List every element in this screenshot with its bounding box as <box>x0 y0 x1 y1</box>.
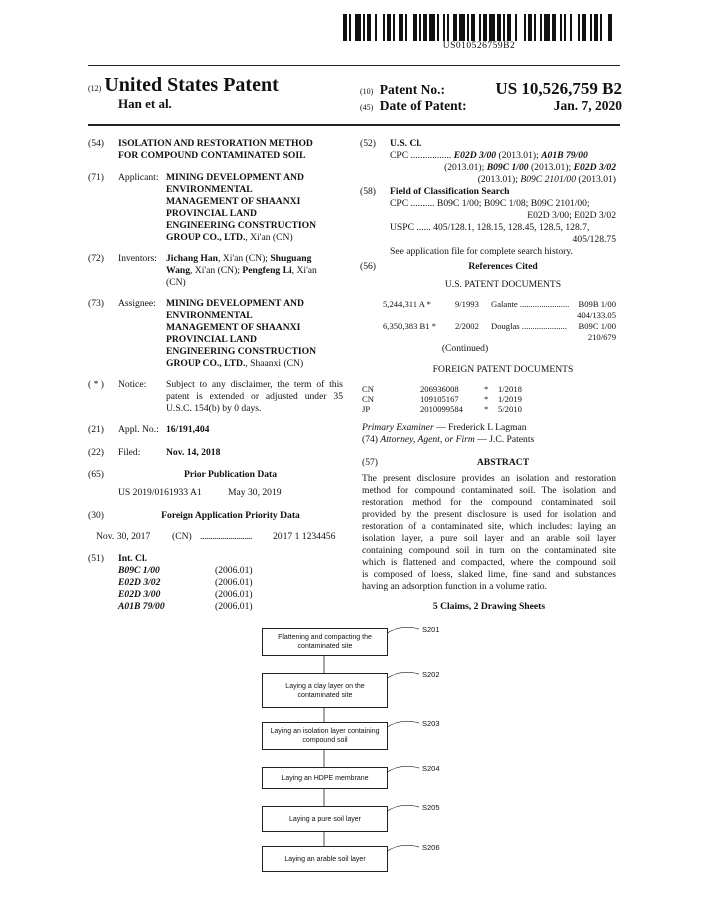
step-leader-line <box>386 627 419 634</box>
continued-note: (Continued) <box>441 343 489 354</box>
flowchart-step-box <box>262 673 388 708</box>
inventor-name: Shuguang <box>270 253 312 264</box>
inventor-name: Pengfeng Li <box>242 265 292 276</box>
int-cl-label: Int. Cl. <box>118 553 148 564</box>
inid-code: (54) <box>88 138 104 149</box>
int-cl-version: (2006.01) <box>215 601 253 612</box>
step-leader-line <box>386 721 419 728</box>
cpc-version: (2013.01); <box>528 162 574 173</box>
doc-type-text: United States Patent <box>104 74 279 96</box>
cpc-version: (2013.01); <box>496 150 542 161</box>
inid-code: (74) <box>362 434 378 445</box>
step-text: Laying a clay layer on the <box>285 682 365 690</box>
step-label: S203 <box>422 719 440 728</box>
foreign-reference-cc: JP <box>362 404 371 414</box>
foreign-reference-date: 1/2018 <box>498 384 522 394</box>
inid-code: (73) <box>88 298 104 309</box>
step-text: Laying an arable soil layer <box>284 855 366 863</box>
abstract-line: provided by the present disclosure is used for isolation and <box>362 509 616 520</box>
us-reference-name: Douglas ..................... <box>491 321 567 331</box>
inid-code: (51) <box>88 553 104 564</box>
foreign-reference-star: * <box>484 394 489 404</box>
cpc-version: (2013.01); <box>444 162 487 173</box>
foreign-reference-date: 1/2019 <box>498 394 522 404</box>
flowchart-step-box <box>262 846 388 872</box>
inid-code: (21) <box>88 424 104 435</box>
foreign-reference-no: 109105167 <box>420 394 459 404</box>
assignee-line: PROVINCIAL LAND <box>166 334 257 345</box>
int-cl-version: (2006.01) <box>215 589 253 600</box>
assignee-line: MINING DEVELOPMENT AND <box>166 298 304 309</box>
inventors-label: Inventors: <box>118 253 157 264</box>
inid-code: ( * ) <box>88 379 104 390</box>
foreign-reference-no: 206936008 <box>420 384 459 394</box>
assignee-line: ENGINEERING CONSTRUCTION <box>166 346 317 357</box>
abstract-line: having an adsorption function in a volume ratio. <box>362 581 547 592</box>
inid-code: (71) <box>88 172 104 183</box>
inventor-location: , Xi'an (CN); <box>190 265 243 276</box>
primary-examiner-label: Primary Examiner <box>362 422 434 433</box>
cpc-class: E02D 3/00 <box>453 150 497 161</box>
leader-dots: .......................... <box>200 531 252 542</box>
cpc-version: (2013.01); <box>477 174 521 185</box>
inventor-name: Jichang Han <box>166 253 218 264</box>
inventor-name: Wang <box>166 265 190 276</box>
inid-code: (30) <box>88 510 104 521</box>
field-search-label: Field of Classification Search <box>390 186 510 197</box>
applicant-location: , Xi'an (CN) <box>245 232 293 243</box>
us-cl-label: U.S. Cl. <box>390 138 422 149</box>
step-label: S205 <box>422 803 440 812</box>
step-text: Laying an isolation layer containing <box>270 728 380 735</box>
foreign-reference-cc: CN <box>362 384 374 394</box>
title-line: ISOLATION AND RESTORATION METHOD <box>118 138 313 149</box>
abstract-line: containing compound soil in turn on the contaminated site <box>362 545 616 556</box>
cpc-version: (2013.01) <box>576 174 616 185</box>
step-text: contaminated site <box>297 691 353 699</box>
step-text: Laying a pure soil layer <box>289 815 361 823</box>
field-uspc-line: 405/128.75 <box>572 234 616 245</box>
field-cpc-line: E02D 3/00; E02D 3/02 <box>527 210 616 221</box>
assignee-line: MANAGEMENT OF SHAANXI <box>166 322 301 333</box>
inid-code: (45) <box>360 103 374 112</box>
foreign-priority-number: 2017 1 1234456 <box>273 531 336 542</box>
step-leader-line <box>386 805 419 812</box>
us-reference-cls2: 210/679 <box>587 331 616 342</box>
references-heading: References Cited <box>468 261 538 272</box>
foreign-reference-no: 2010099584 <box>420 404 463 414</box>
filed-date: Nov. 14, 2018 <box>166 447 221 458</box>
inid-code: (10) <box>360 87 374 96</box>
step-label: S204 <box>422 764 440 773</box>
appl-no-label: Appl. No.: <box>118 424 159 435</box>
assignee-location: , Shaanxi (CN) <box>245 358 304 369</box>
us-docs-heading: U.S. PATENT DOCUMENTS <box>444 279 562 290</box>
prior-pub-number: US 2019/0161933 A1 <box>118 487 202 498</box>
attorney-label: Attorney, Agent, or Firm <box>380 434 475 445</box>
foreign-reference-date: 5/2010 <box>498 404 522 414</box>
abstract-line: The present disclosure provides an isolation and restoration <box>362 473 616 484</box>
us-reference-name: Galante ....................... <box>491 299 570 309</box>
date-label: Date of Patent: <box>379 98 467 113</box>
applicant-line: MANAGEMENT OF SHAANXI <box>166 196 301 207</box>
step-label: S202 <box>422 670 440 679</box>
foreign-reference-star: * <box>484 404 489 414</box>
inventor-location: , Xi'an (CN); <box>217 253 271 264</box>
abstract-line: is composed of loess, slaked lime, fine sand and substances <box>362 569 616 580</box>
field-uspc-line: USPC ...... 405/128.1, 128.15, 128.45, 128.5, 128.7, <box>390 222 590 233</box>
assignee-line: GROUP CO., LTD. <box>166 358 246 369</box>
filed-label: Filed: <box>118 447 141 458</box>
us-reference-cls: B09B 1/00 <box>578 299 616 309</box>
primary-examiner-name: — Frederick L Lagman <box>433 422 527 433</box>
foreign-priority-date: Nov. 30, 2017 <box>96 531 151 542</box>
us-reference-cls2: 404/133.05 <box>577 309 616 320</box>
abstract-line: method for compound contaminated soil. The isolation and <box>362 485 616 496</box>
us-reference-date: 2/2002 <box>455 321 479 331</box>
cpc-class: A01B 79/00 <box>541 150 588 161</box>
notice-label: Notice: <box>118 379 147 390</box>
abstract-line: restoration of a contaminated site, which includes: laying an <box>362 521 616 532</box>
int-cl-class: B09C 1/00 <box>118 565 160 576</box>
patent-number-label: Patent No.: <box>379 82 445 97</box>
us-reference-cls: B09C 1/00 <box>578 321 616 331</box>
attorney-name: — J.C. Patents <box>474 434 535 445</box>
assignee-label: Assignee: <box>118 298 156 309</box>
inventor-location: , Xi'an <box>291 265 317 276</box>
flowchart-step-box <box>262 767 388 789</box>
notice-line: Subject to any disclaimer, the term of this <box>166 379 343 390</box>
inid-code: (72) <box>88 253 104 264</box>
step-leader-line <box>386 672 419 679</box>
flowchart-step-box <box>262 806 388 832</box>
inid-code: (12) <box>88 84 102 93</box>
applicant-line: GROUP CO., LTD. <box>166 232 246 243</box>
abstract-line: restoration method for the compound contaminated soil <box>362 497 616 508</box>
patent-number: US 10,526,759 B2 <box>495 79 622 98</box>
prior-pub-date: May 30, 2019 <box>228 487 282 498</box>
title-line: FOR COMPOUND CONTAMINATED SOIL <box>118 150 306 161</box>
abstract-line: which is flattened and compacted, where the compound soil <box>362 557 616 568</box>
step-text: Laying an HDPE membrane <box>281 774 369 782</box>
us-reference-no: 5,244,311 A * <box>383 299 431 309</box>
patent-date: Jan. 7, 2020 <box>553 98 622 113</box>
assignee-line: ENVIRONMENTAL <box>166 310 253 321</box>
cpc-prefix: CPC ................. <box>390 150 452 161</box>
field-cpc-line: CPC .......... B09C 1/00; B09C 1/08; B09C 2101/00; <box>390 198 590 209</box>
appl-no: 16/191,404 <box>166 424 210 435</box>
foreign-reference-star: * <box>484 384 489 394</box>
publication-number: US010526759B2 <box>442 41 516 51</box>
claims-count: 5 Claims, 2 Drawing Sheets <box>432 601 546 612</box>
flowchart-step-box <box>262 722 388 750</box>
us-reference-no: 6,350,383 B1 * <box>383 321 436 331</box>
cpc-class: E02D 3/02 <box>573 162 616 173</box>
inid-code: (65) <box>88 469 104 480</box>
inventors-short: Han et al. <box>118 96 172 111</box>
int-cl-class: E02D 3/00 <box>118 589 161 600</box>
int-cl-version: (2006.01) <box>215 577 253 588</box>
inventor-location: (CN) <box>166 277 186 288</box>
cpc-class: B09C 1/00 <box>486 162 529 173</box>
step-leader-line <box>386 766 419 773</box>
step-text: compound soil <box>302 737 348 744</box>
inid-code: (56) <box>360 261 376 272</box>
flowchart-step-box <box>262 628 388 656</box>
us-reference-date: 9/1993 <box>455 299 479 309</box>
applicant-line: PROVINCIAL LAND <box>166 208 257 219</box>
inid-code: (52) <box>360 138 376 149</box>
field-see-note: See application file for complete search history. <box>390 246 573 257</box>
applicant-label: Applicant: <box>118 172 159 183</box>
step-text: contaminated site <box>297 643 353 650</box>
notice-line: U.S.C. 154(b) by 0 days. <box>166 403 262 414</box>
step-text: Flattening and compacting the <box>278 634 372 641</box>
inid-code: (58) <box>360 186 376 197</box>
applicant-line: MINING DEVELOPMENT AND <box>166 172 304 183</box>
applicant-line: ENGINEERING CONSTRUCTION <box>166 220 317 231</box>
int-cl-class: E02D 3/02 <box>118 577 161 588</box>
foreign-docs-heading: FOREIGN PATENT DOCUMENTS <box>432 364 574 375</box>
inid-code: (57) <box>362 457 378 468</box>
abstract-heading: ABSTRACT <box>476 457 530 468</box>
applicant-line: ENVIRONMENTAL <box>166 184 253 195</box>
inid-code: (22) <box>88 447 104 458</box>
step-label: S206 <box>422 843 440 852</box>
foreign-reference-cc: CN <box>362 394 374 404</box>
cpc-class: B09C 2101/00 <box>520 174 577 185</box>
foreign-priority-country: (CN) <box>172 531 192 542</box>
int-cl-class: A01B 79/00 <box>118 601 165 612</box>
abstract-line: isolation layer, a pure soil layer and an arable soil layer <box>362 533 616 544</box>
step-label: S201 <box>422 625 440 634</box>
notice-line: patent is extended or adjusted under 35 <box>166 391 343 402</box>
step-leader-line <box>386 845 419 852</box>
foreign-priority-heading: Foreign Application Priority Data <box>161 510 300 521</box>
int-cl-version: (2006.01) <box>215 565 253 576</box>
prior-pub-heading: Prior Publication Data <box>183 469 278 480</box>
